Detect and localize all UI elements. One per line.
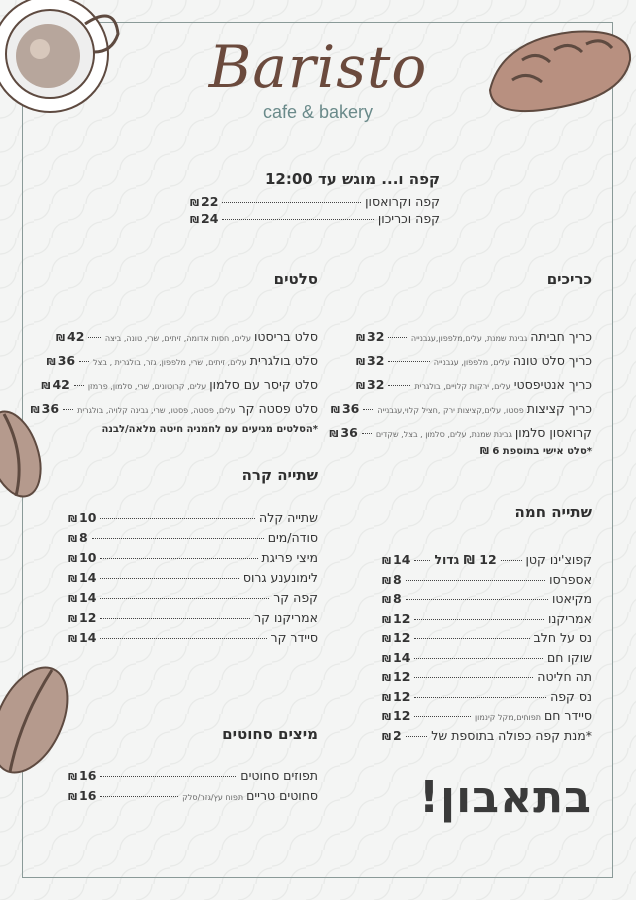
menu-item-price: 14 [79,590,97,605]
menu-item-price: 8 [393,571,402,587]
menu-item-price: 12 [393,669,411,684]
menu-item-name: סיידר קר [270,630,318,645]
dot-leader [100,558,257,559]
menu-item [382,630,592,645]
currency-symbol: ₪ [382,653,392,665]
menu-item-name: סודה/מים [267,530,318,545]
brand-logo [0,34,636,123]
coffee-bean-icon [0,660,80,780]
menu-item-name: קפה וכריכון [377,211,440,226]
coffee-deal-title: קפה ו... מוגש עד 12:00 [265,170,440,188]
dot-leader [79,361,89,362]
currency-symbol: ₪ [190,215,200,226]
menu-item-price: 32 [367,377,385,392]
menu-item-price: 36 [340,425,358,440]
menu-item-name: תפוזים סחוטים [240,768,318,783]
menu-item-description: עלים, קרוטונים, שרי, סלמון, פרמזן [87,382,207,391]
dot-leader [222,219,373,220]
menu-item-name: מיצי פריגת [261,550,318,565]
menu-item-name: שתייה קלה [259,510,318,525]
menu-item-name: מקיאטו [551,591,592,606]
sandwiches-note: *סלט אישי בתוספת 6 ₪ [479,446,592,457]
menu-item [382,611,592,626]
dot-leader [100,638,266,639]
currency-symbol: ₪ [382,634,392,645]
currency-symbol: ₪ [356,333,366,344]
currency-symbol: ₪ [382,712,392,723]
menu-item-description: תפוחים,מקל קינמון [475,713,541,722]
dot-leader [100,776,236,777]
cold-drinks-title: שתייה קרה [241,466,318,484]
menu-item-name: נס קפה [550,688,592,704]
menu-item [190,194,440,209]
menu-item-price: 14 [393,649,411,665]
menu-item-price: 12 [393,610,411,626]
menu-item-name: סחוטים טריים [246,788,318,803]
currency-symbol: ₪ [68,574,78,585]
menu-item [68,788,318,803]
menu-item-price: 42 [67,329,85,344]
menu-item-price: 36 [341,401,360,416]
menu-item-name: סלט בריסטו [254,329,318,344]
dot-leader [414,697,546,698]
menu-item [68,570,318,585]
menu-item-name: כריך סלט טונה [512,353,592,368]
menu-item-price: 12 [79,610,97,625]
menu-item-price: 12 [393,688,411,704]
salads-note: *הסלטים מגיעים עם לחמניה חיטה מלאה/לבנה [101,424,318,435]
dot-leader [388,385,410,386]
menu-item-description: עלים, ירקות קלויים, בולגרית [414,382,511,391]
menu-item-name: קפה וקרואסון [365,194,440,209]
menu-item-name: אמריקנו [548,610,592,626]
currency-symbol: ₪ [68,534,78,545]
sandwiches-title: כריכים [546,270,592,288]
menu-item-size-price: 12 ₪ גדול [434,552,497,567]
menu-item-price: 14 [393,552,411,567]
dot-leader [414,716,471,717]
menu-item-description: עלים, חסות אדומה, זיתים, שרי, טונה, ביצה [104,334,251,343]
currency-symbol: ₪ [382,673,392,684]
menu-item-description: עלים, מלפפון, עגבנייה [433,358,510,367]
menu-item [356,329,592,344]
menu-item-price: 36 [41,401,60,416]
menu-item-price: 32 [367,329,385,344]
menu-item [356,377,592,392]
dot-leader [388,361,429,362]
dot-leader [362,433,372,434]
menu-item-price: 12 [393,630,411,645]
menu-item [382,591,592,606]
menu-item-description: גבינת שמנת, עלים,מלפפון,עגבנייה [410,334,528,343]
menu-item-price: 16 [79,788,97,803]
currency-symbol: ₪ [329,429,339,440]
menu-item [46,353,318,368]
currency-symbol: ₪ [68,554,78,565]
menu-item-name: נס על חלב [533,630,592,645]
currency-symbol: ₪ [382,575,392,587]
menu-item [382,669,592,684]
currency-symbol: ₪ [68,634,78,645]
menu-item [190,211,440,226]
menu-item-name: סיידר חם [543,708,592,723]
menu-item-name: כריך חביתה [530,329,592,344]
currency-symbol: ₪ [356,357,366,368]
dot-leader [88,337,100,338]
menu-item-price: 12 [393,708,411,723]
menu-item [382,689,592,704]
dot-leader [100,618,250,619]
menu-item-name: *מנת קפה כפולה בתוספת של [431,727,592,743]
currency-symbol: ₪ [68,614,78,625]
menu-item-name: סלט פסטה קר [238,401,318,416]
dot-leader [414,638,529,639]
salads-title: סלטים [273,270,318,288]
dot-leader [92,538,264,539]
dot-leader [100,796,178,797]
menu-item-price: 16 [79,768,97,783]
currency-symbol: ₪ [46,357,56,368]
menu-item-price: 2 [393,727,402,743]
menu-item-price: 36 [57,353,76,368]
dot-leader [63,409,73,410]
currency-symbol: ₪ [382,614,392,626]
dot-leader [100,518,255,519]
menu-item [68,530,318,545]
menu-item [68,510,318,525]
currency-symbol: ₪ [330,405,340,416]
dot-leader [100,578,238,579]
menu-item-price: 32 [367,353,385,368]
brand-name: Baristo [208,33,428,101]
menu-item [68,768,318,783]
menu-item [41,377,318,392]
currency-symbol: ₪ [382,556,392,567]
menu-item-name: שוקו חם [547,649,592,665]
menu-item-description: עלים, זיתים, שרי, מלפפון, גזר, בולגרית , בצל [93,358,247,367]
currency-symbol: ₪ [68,792,78,803]
dot-leader [74,385,84,386]
dot-leader [406,599,548,600]
menu-item-description: פסטו, עלים,קציצות ירק ,חציל קלוי,עגבנייה [377,406,524,415]
menu-item-price: 8 [393,591,402,606]
menu-item-price: 42 [52,377,70,392]
currency-symbol: ₪ [382,692,392,704]
dot-leader [222,202,361,203]
dot-leader [100,598,269,599]
menu-item-name: כריך אנטיפסטי [513,377,592,392]
currency-symbol: ₪ [356,381,366,392]
menu-item [382,728,592,743]
currency-symbol: ₪ [68,514,78,525]
menu-item [68,550,318,565]
smoothies-title: מיצים סחוטים [222,725,318,743]
currency-symbol: ₪ [382,595,392,606]
menu-item [68,610,318,625]
menu-item-name: כריך קציצות [526,401,592,416]
menu-item-description: עלים, פסטה, פסטו, שרי, גבינה קלויה, בולגרית [77,406,236,415]
menu-item [382,708,592,723]
menu-item-description: תפוח עץ/גזר/סלק [182,793,244,802]
coffee-bean-icon [0,406,48,502]
menu-item-name: סלט קיסר עם סלמון [209,377,318,392]
menu-item-name: קפה קר [273,590,318,605]
currency-symbol: ₪ [190,198,200,209]
menu-item [56,329,318,344]
currency-symbol: ₪ [68,594,78,605]
menu-item-price: 10 [79,550,97,565]
closing-greeting: בתאבון! [418,772,592,823]
dot-leader [414,560,430,561]
menu-item [382,572,592,587]
hot-drinks-title: שתייה חמה [514,503,592,521]
dot-leader [406,580,545,581]
dot-leader [501,560,522,561]
dot-leader [406,736,428,737]
menu-item-price: 24 [201,211,219,226]
menu-item-price: 8 [79,530,88,545]
menu-item [68,590,318,605]
menu-item [68,630,318,645]
dot-leader [414,658,543,659]
menu-item [330,401,592,416]
menu-item-name: סלט בולגרית [249,353,318,368]
menu-item [356,353,592,368]
dot-leader [414,619,544,620]
menu-item-name: אמריקנו קר [254,610,318,625]
menu-item-name: תה חליטה [537,669,592,684]
menu-item [382,552,592,567]
dot-leader [414,677,533,678]
menu-item-name: אספרסו [549,571,592,587]
menu-item-price: 14 [79,630,97,645]
dot-leader [363,409,373,410]
dot-leader [388,337,406,338]
brand-tagline: cafe & bakery [262,102,374,122]
currency-symbol: ₪ [41,381,51,392]
currency-symbol: ₪ [30,405,40,416]
menu-item-name: לימונענע גרוס [242,570,318,585]
menu-item-name: קפוצ'ינו קטן [525,552,592,567]
menu-item-description: גבינת שמנת, עלים, סלמון , בצל, שקדים [375,430,512,439]
menu-item [382,650,592,665]
currency-symbol: ₪ [56,333,66,344]
menu-item [30,401,318,416]
menu-item-price: 22 [201,194,219,209]
currency-symbol: ₪ [68,772,78,783]
menu-item [329,425,592,440]
menu-item-price: 14 [79,570,97,585]
menu-item-price: 10 [79,510,97,525]
menu-item-name: קרואסון סלמון [514,425,592,440]
currency-symbol: ₪ [382,731,392,743]
